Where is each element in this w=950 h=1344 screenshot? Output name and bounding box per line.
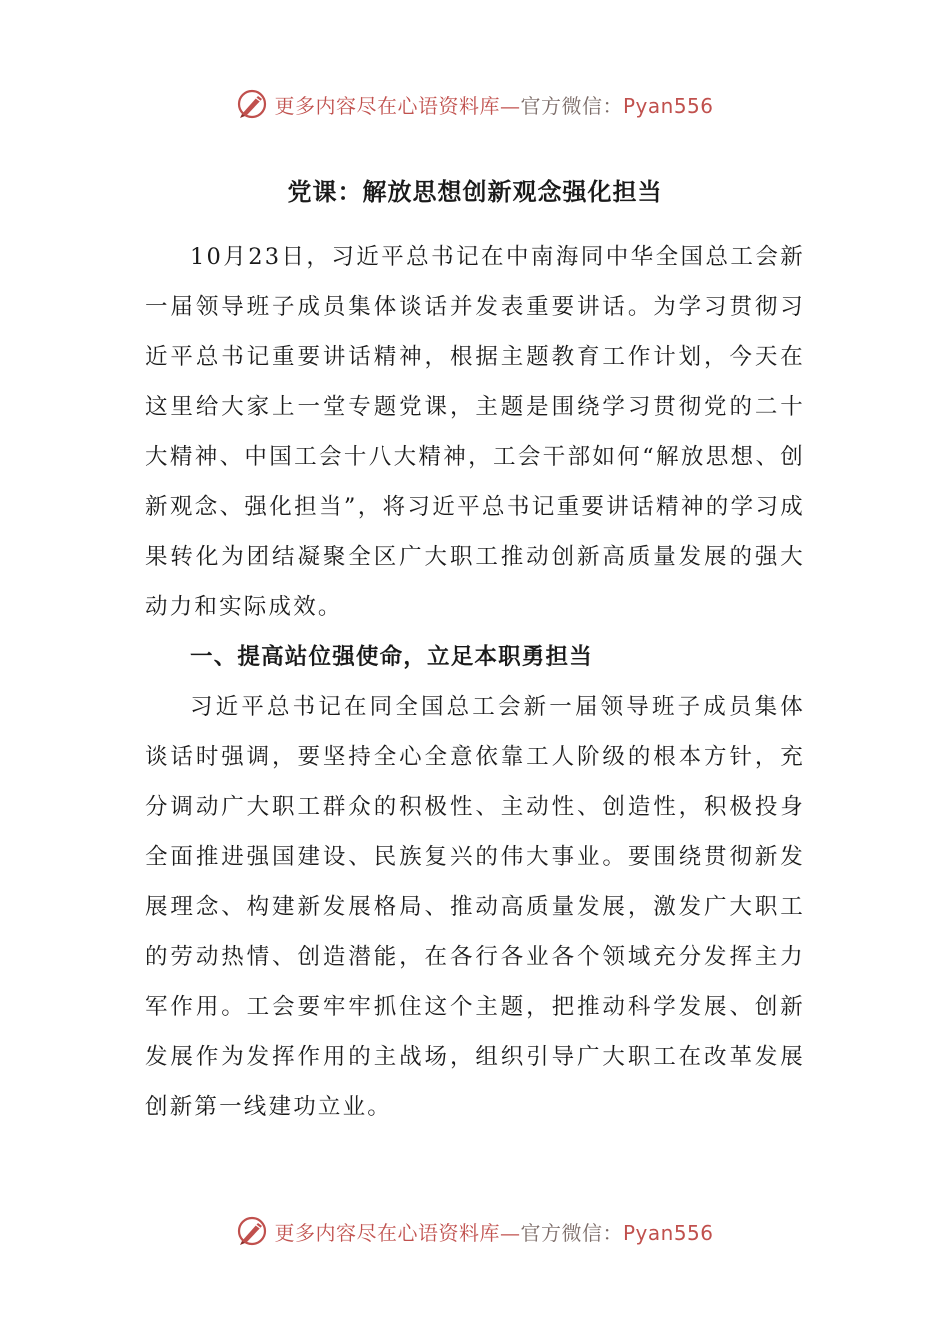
watermark-official-label: 官方微信： [520, 93, 623, 118]
pen-logo-icon [236, 1215, 268, 1247]
section-paragraph: 习近平总书记在同全国总工会新一届领导班子成员集体谈话时强调，要坚持全心全意依靠工人阶级的根本方针，充分调动广大职工群众的积极性、主动性、创造性，积极投身全面推进强国建设、民族复兴的伟大事业。要围绕贯彻新发展理念、构建新发展格局、推动高质量发展，激发广大职工的劳动热情、创造潜能，在各行各业各个领域充分发挥主力军作用。工会要牢牢抓住这个主题，把推动科学发展、创新发展作为发挥作用的主战场，组织引导广大职工在改革发展创新第一线建功立业。 [145, 694, 805, 1120]
pen-logo-icon [236, 88, 268, 120]
section-heading: 一、提高站位强使命，立足本职勇担当 [190, 644, 593, 670]
watermark-wechat-id: Pyan556 [622, 1220, 714, 1245]
document-title: 党课：解放思想创新观念强化担当 [287, 178, 663, 206]
footer-watermark [0, 1209, 950, 1253]
watermark-dash: — [499, 1220, 521, 1245]
watermark-wechat-id: Pyan556 [622, 93, 714, 118]
watermark-brand: 更多内容尽在心语资料库 [274, 1220, 500, 1245]
document-body [145, 232, 805, 1132]
watermark-official-label: 官方微信： [520, 1220, 623, 1245]
watermark-dash: — [499, 93, 521, 118]
header-watermark [0, 82, 950, 126]
watermark-brand: 更多内容尽在心语资料库 [274, 93, 500, 118]
intro-paragraph: 10月23日，习近平总书记在中南海同中华全国总工会新一届领导班子成员集体谈话并发表重要讲话。为学习贯彻习近平总书记重要讲话精神，根据主题教育工作计划，今天在这里给大家上一堂专题党课，主题是围绕学习贯彻党的二十大精神、中国工会十八大精神，工会干部如何“解放思想、创新观念、强化担当”，将习近平总书记重要讲话精神的学习成果转化为团结凝聚全区广大职工推动创新高质量发展的强大动力和实际成效。 [145, 244, 805, 620]
